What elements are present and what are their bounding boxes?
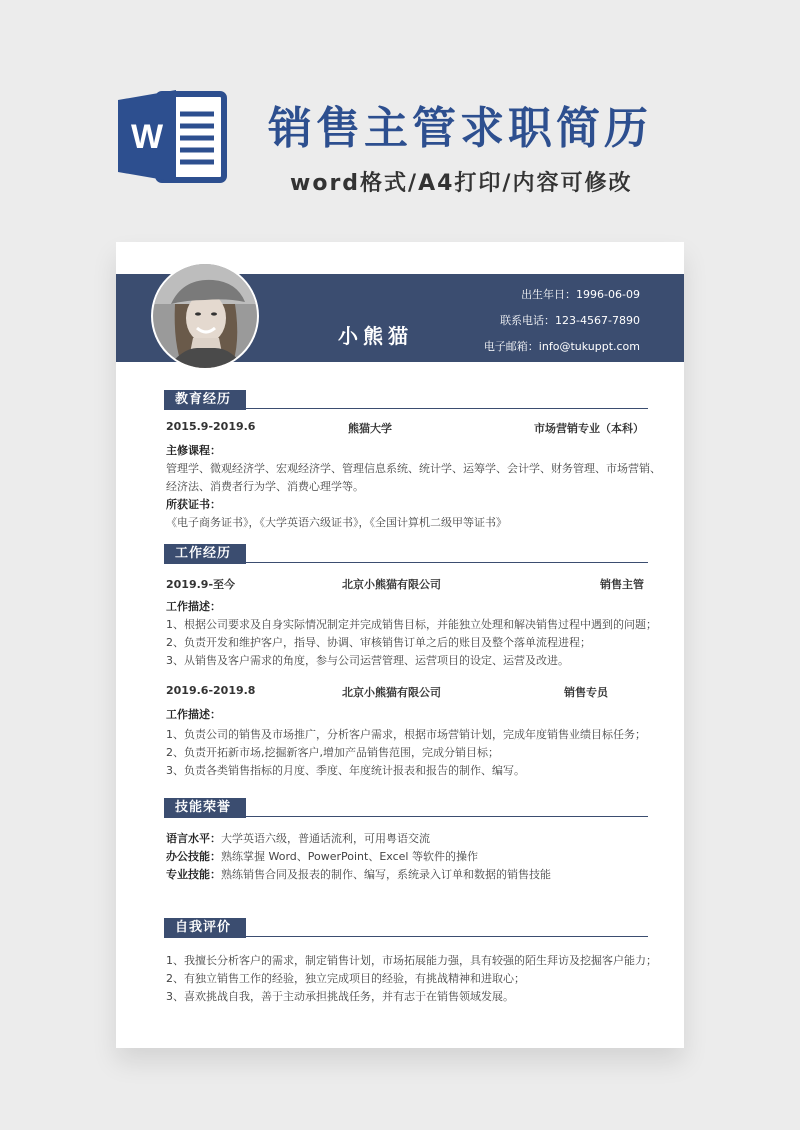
section-work <box>164 544 648 564</box>
job-period: 2019.9-至今 <box>166 578 236 591</box>
section-divider <box>246 936 648 937</box>
word-logo-letter: W <box>130 118 164 156</box>
skill-value: 熟练销售合同及报表的制作、编写，系统录入订单和数据的销售技能 <box>221 868 551 881</box>
job-desc-line: 2、负责开拓新市场,挖掘新客户,增加产品销售范围，完成分销目标； <box>166 746 499 759</box>
job-intent <box>344 364 467 380</box>
job-desc-line: 1、负责公司的销售及市场推广，分析客户需求，根据市场营销计划，完成年度销售业绩目标任务； <box>166 728 646 741</box>
courses-label: 主修课程： <box>166 444 221 457</box>
candidate-name: 小熊猫 <box>338 324 413 348</box>
certs-list: 《电子商务证书》，《大学英语六级证书》，《全国计算机二级甲等证书》 <box>166 516 507 529</box>
skill-item <box>166 848 478 864</box>
certs-label: 所获证书： <box>166 498 221 511</box>
section-self-evaluation <box>164 918 648 938</box>
job-company: 北京小熊猫有限公司 <box>342 686 441 699</box>
edu-school: 熊猫大学 <box>348 422 392 435</box>
section-divider <box>246 816 648 817</box>
word-icon <box>118 86 230 186</box>
job-intent-label: 求职意向： <box>344 366 409 379</box>
section-divider <box>246 562 648 563</box>
self-eval-line: 2、有独立销售工作的经验，独立完成项目的经验，有挑战精神和进取心； <box>166 972 525 985</box>
edu-major: 市场营销专业（本科） <box>534 422 644 435</box>
job-desc-line: 3、从销售及客户需求的角度，参与公司运营管理、运营项目的设定、运营及改进。 <box>166 654 569 667</box>
promo-subtitle: word格式/A4打印/内容可修改 <box>290 171 633 196</box>
job-title: 销售主管 <box>600 578 644 591</box>
job-desc-line: 3、负责各类销售指标的月度、季度、年度统计报表和报告的制作、编写。 <box>166 764 525 777</box>
section-title: 技能荣誉 <box>164 798 246 818</box>
section-title: 工作经历 <box>164 544 246 564</box>
job-desc-line: 1、根据公司要求及自身实际情况制定并完成销售目标，并能独立处理和解决销售过程中遇到的问题； <box>166 618 657 631</box>
courses-line: 管理学、微观经济学、宏观经济学、管理信息系统、统计学、运筹学、会计学、财务管理、市场营销、 <box>166 462 661 475</box>
job-company: 北京小熊猫有限公司 <box>342 578 441 591</box>
section-title: 教育经历 <box>164 390 246 410</box>
edu-period: 2015.9-2019.6 <box>166 420 256 433</box>
self-eval-line: 3、喜欢挑战自我，善于主动承担挑战任务，并有志于在销售领域发展。 <box>166 990 514 1003</box>
job-period: 2019.6-2019.8 <box>166 684 256 697</box>
section-title: 自我评价 <box>164 918 246 938</box>
promo-header <box>0 0 800 240</box>
promo-title: 销售主管求职简历 <box>268 103 652 154</box>
skill-item <box>166 866 551 882</box>
section-skills <box>164 798 648 818</box>
job-intent-value: 销售主管 <box>414 366 467 379</box>
birth-date: 出生年日：1996-06-09 <box>521 288 640 301</box>
email-address: 电子邮箱：info@tukuppt.com <box>483 340 640 353</box>
skill-label: 办公技能： <box>166 850 221 863</box>
skill-label: 专业技能： <box>166 868 221 881</box>
section-divider <box>246 408 648 409</box>
section-education <box>164 390 648 410</box>
courses-line: 经济法、消费者行为学、消费心理学等。 <box>166 480 364 493</box>
resume-sheet <box>116 242 684 1048</box>
job-desc-label: 工作描述： <box>166 708 221 721</box>
job-desc-label: 工作描述： <box>166 600 221 613</box>
avatar-photo <box>153 264 257 368</box>
phone-number: 联系电话：123-4567-7890 <box>500 314 640 327</box>
skill-label: 语言水平： <box>166 832 221 845</box>
avatar <box>153 264 257 368</box>
skill-value: 大学英语六级，普通话流利，可用粤语交流 <box>221 832 430 845</box>
self-eval-line: 1、我擅长分析客户的需求，制定销售计划，市场拓展能力强，具有较强的陌生拜访及挖掘客户能力； <box>166 954 657 967</box>
job-title: 销售专员 <box>564 686 608 699</box>
job-desc-line: 2、负责开发和维护客户，指导、协调、审核销售订单之后的账目及整个落单流程进程； <box>166 636 591 649</box>
skill-item <box>166 830 430 846</box>
skill-value: 熟练掌握 Word、PowerPoint、Excel 等软件的操作 <box>221 850 478 863</box>
